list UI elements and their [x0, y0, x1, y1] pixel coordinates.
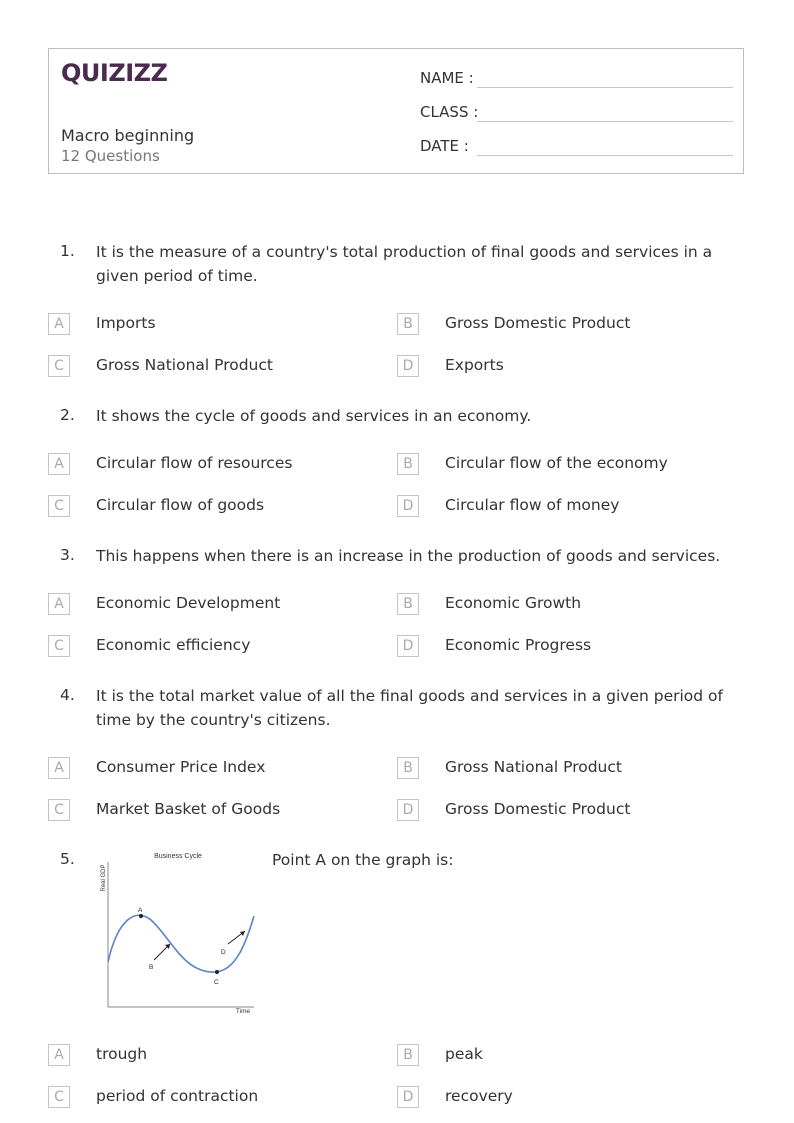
- option-text: peak: [445, 1045, 483, 1063]
- option-text: Circular flow of the economy: [445, 454, 668, 472]
- point-c-label: C: [214, 979, 219, 986]
- option-letter-box[interactable]: A: [48, 593, 70, 615]
- option-letter-box[interactable]: A: [48, 757, 70, 779]
- option-letter-box[interactable]: A: [48, 1044, 70, 1066]
- question-2-text: It shows the cycle of goods and services in an economy.: [96, 407, 532, 425]
- option-letter-box[interactable]: D: [397, 355, 419, 377]
- class-line[interactable]: [477, 121, 733, 122]
- point-a-marker: [139, 914, 143, 918]
- question-5-number: 5.: [60, 850, 75, 868]
- question-4-number: 4.: [60, 686, 75, 704]
- option-letter-box[interactable]: B: [397, 313, 419, 335]
- question-count: 12 Questions: [61, 147, 160, 165]
- question-3-number: 3.: [60, 546, 75, 564]
- option-letter-box[interactable]: D: [397, 1086, 419, 1108]
- option-letter-box[interactable]: B: [397, 1044, 419, 1066]
- option-text: Economic Growth: [445, 594, 582, 612]
- option-text: Circular flow of goods: [96, 496, 265, 514]
- quizizz-logo: QUIZIZZ: [61, 59, 168, 87]
- option-letter-box[interactable]: B: [397, 593, 419, 615]
- business-cycle-curve: [108, 915, 254, 972]
- option-letter-box[interactable]: D: [397, 635, 419, 657]
- option-text: Gross Domestic Product: [445, 800, 631, 818]
- point-d-label: D: [221, 949, 226, 956]
- name-label: NAME :: [420, 69, 474, 87]
- option-letter-box[interactable]: A: [48, 453, 70, 475]
- option-letter-box[interactable]: C: [48, 495, 70, 517]
- name-line[interactable]: [477, 87, 733, 88]
- business-cycle-graph: [96, 848, 260, 1016]
- date-line[interactable]: [477, 155, 733, 156]
- option-letter-box[interactable]: D: [397, 799, 419, 821]
- option-text: Market Basket of Goods: [96, 800, 281, 818]
- option-text: period of contraction: [96, 1087, 259, 1105]
- worksheet-title: Macro beginning: [61, 126, 195, 145]
- option-text: Consumer Price Index: [96, 758, 266, 776]
- option-letter-box[interactable]: A: [48, 313, 70, 335]
- option-letter-box[interactable]: B: [397, 757, 419, 779]
- option-letter-box[interactable]: C: [48, 355, 70, 377]
- graph-x-label: Time: [235, 1008, 251, 1015]
- arrow-d-head-icon: [240, 931, 245, 936]
- question-4-text: It is the total market value of all the final goods and services in a given period of time by the country's citizens.: [96, 687, 723, 729]
- class-label: CLASS :: [420, 103, 479, 121]
- option-text: Economic Development: [96, 594, 281, 612]
- question-5-text: Point A on the graph is:: [272, 851, 454, 869]
- worksheet-header: [48, 48, 744, 174]
- option-text: Gross National Product: [96, 356, 273, 374]
- point-a-label: A: [138, 907, 143, 914]
- graph-y-label: Real GDP: [101, 864, 107, 892]
- option-text: Gross National Product: [445, 758, 622, 776]
- graph-title: Business Cycle: [154, 853, 202, 860]
- option-text: trough: [96, 1045, 148, 1063]
- option-letter-box[interactable]: C: [48, 635, 70, 657]
- option-text: Circular flow of money: [445, 496, 620, 514]
- option-text: recovery: [445, 1087, 513, 1105]
- point-b-label: B: [149, 964, 154, 971]
- question-3-text: This happens when there is an increase in the production of goods and services.: [96, 547, 721, 565]
- option-text: Economic Progress: [445, 636, 592, 654]
- option-letter-box[interactable]: C: [48, 799, 70, 821]
- option-letter-box[interactable]: D: [397, 495, 419, 517]
- question-1-number: 1.: [60, 242, 75, 260]
- option-text: Imports: [96, 314, 156, 332]
- option-letter-box[interactable]: B: [397, 453, 419, 475]
- point-c-marker: [215, 970, 219, 974]
- option-text: Exports: [445, 356, 504, 374]
- date-label: DATE :: [420, 137, 469, 155]
- option-text: Circular flow of resources: [96, 454, 293, 472]
- question-2-number: 2.: [60, 406, 75, 424]
- question-1-text: It is the measure of a country's total production of final goods and services in a given period of time.: [96, 243, 713, 285]
- option-text: Economic efficiency: [96, 636, 251, 654]
- option-letter-box[interactable]: C: [48, 1086, 70, 1108]
- option-text: Gross Domestic Product: [445, 314, 631, 332]
